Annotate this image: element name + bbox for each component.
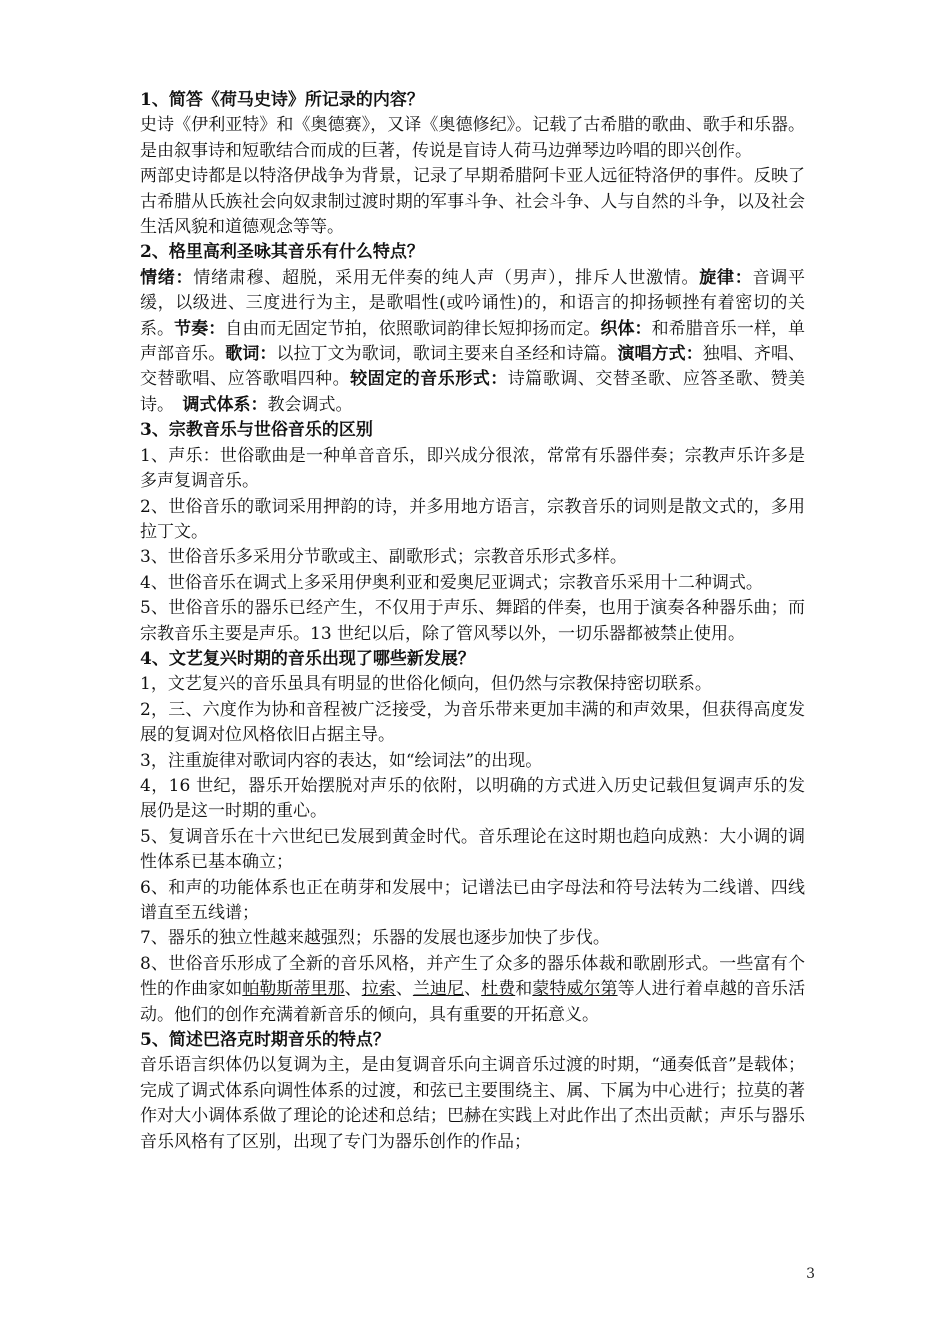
list-item: 5、复调音乐在十六世纪已发展到黄金时代。音乐理论在这时期也趋向成熟：大小调的调性体系已基本确立；: [140, 826, 805, 873]
composer-link[interactable]: 帕勒斯蒂里那: [242, 979, 345, 1000]
section-heading-5: 5、简述巴洛克时期音乐的特点？: [140, 1030, 390, 1051]
list-item: 6、和声的功能体系也正在萌芽和发展中；记谱法已由字母法和符号法转为二线谱、四线谱直至五线谱；: [140, 877, 805, 923]
section-heading-2: 2、格里高利圣咏其音乐有什么特点？: [140, 242, 424, 263]
list-item: 2，三、六度作为协和音程被广泛接受，为音乐带来更加丰满的和声效果，但获得高度发展的复调对位风格依旧占据主导。: [140, 699, 805, 746]
list-item: 5、世俗音乐的器乐已经产生，不仅用于声乐、舞蹈的伴奏，也用于演奏各种器乐曲；而宗教音乐主要是声乐。13 世纪以后，除了管风琴以外，一切乐器都被禁止使用。: [140, 598, 805, 644]
feature-label: 较固定的音乐形式：: [350, 369, 508, 390]
composer-link[interactable]: 兰迪尼: [412, 979, 465, 1000]
feature-label: 演唱方式：: [617, 344, 703, 365]
separator: 、: [344, 979, 362, 1000]
composer-link[interactable]: 杜费: [481, 979, 516, 1000]
list-item: 1、声乐：世俗歌曲是一种单音音乐，即兴成分很浓，常常有乐器伴奏；宗教声乐许多是多声复调音乐。: [140, 445, 805, 492]
feature-text: 音调平缓，以级进、三度进行为主，是歌唱性(或吟诵性)的，和语言的抑扬顿挫有着密切的关系。: [140, 267, 806, 339]
section-heading-3: 3、宗教音乐与世俗音乐的区别: [140, 420, 373, 441]
list-item: 7、器乐的独立性越来越强烈；乐器的发展也逐步加快了步伐。: [140, 928, 610, 949]
page-number: 3: [806, 1266, 815, 1282]
feature-label: 情绪：: [140, 267, 194, 288]
paragraph: 两部史诗都是以特洛伊战争为背景，记录了早期希腊阿卡亚人远征特洛伊的事件。反映了古希腊从氏族社会向奴隶制过渡时期的军事斗争、社会斗争、人与自然的斗争，以及社会生活风貌和道德观念等等。: [140, 166, 805, 238]
list-item: 3、世俗音乐多采用分节歌或主、副歌形式；宗教音乐形式多样。: [140, 547, 627, 568]
separator: 和: [515, 979, 533, 1000]
feature-label: 旋律：: [699, 267, 753, 288]
list-item: 2、世俗音乐的歌词采用押韵的诗，并多用地方语言，宗教音乐的词则是散文式的，多用拉丁文。: [140, 496, 805, 542]
list-item: 3，注重旋律对歌词内容的表达，如“绘词法”的出现。: [140, 750, 543, 771]
feature-text: 独唱、齐唱、交替歌唱、应答歌唱四种。: [140, 344, 806, 390]
page-content: [140, 88, 805, 1155]
text-run: 等人进行着卓越的音乐活动。他们的创作充满着新音乐的倾向，具有重要的开拓意义。: [140, 979, 806, 1025]
feature-label: 织体：: [600, 318, 652, 339]
list-item: [140, 952, 805, 1028]
text-run: 8、世俗音乐形成了全新的音乐风格，并产生了众多的器乐体裁和歌剧形式。一些富有个性的作曲家如: [140, 953, 805, 1000]
composer-link[interactable]: 拉索: [361, 979, 396, 1000]
feature-text: 自由而无固定节拍，依照歌词韵律长短抑扬而定。: [225, 318, 601, 339]
features-paragraph: [140, 266, 805, 418]
feature-text: 诗篇歌调、交替圣歌、应答圣歌、赞美诗。: [140, 369, 806, 415]
list-item: 4、世俗音乐在调式上多采用伊奥利亚和爱奥尼亚调式；宗教音乐采用十二种调式。: [140, 572, 763, 593]
paragraph: 音乐语言织体仍以复调为主，是由复调音乐向主调音乐过渡的时期，“通奏低音”是载体；完成了调式体系向调性体系的过渡，和弦已主要围绕主、属、下属为中心进行；拉莫的著作对大小调体系做了理论的论述和总结；巴赫在实践上对此作出了杰出贡献；声乐与器乐音乐风格有了区别，出现了专门为器乐创作的作品；: [140, 1055, 805, 1152]
separator: 、: [395, 979, 413, 1000]
list-item: 4，16 世纪，器乐开始摆脱对声乐的依附，以明确的方式进入历史记载但复调声乐的发展仍是这一时期的重心。: [140, 775, 805, 822]
feature-text: 以拉丁文为歌词，歌词主要来自圣经和诗篇。: [276, 344, 618, 365]
feature-text: 情绪肃穆、超脱，采用无伴奏的纯人声（男声），排斥人世激情。: [193, 267, 700, 288]
composer-link[interactable]: 蒙特威尔第: [532, 979, 618, 1000]
paragraph: 史诗《伊利亚特》和《奥德赛》，又译《奥德修纪》。记载了古希腊的歌曲、歌手和乐器。是由叙事诗和短歌结合而成的巨著，传说是盲诗人荷马边弹琴边吟唱的即兴创作。: [140, 115, 805, 161]
list-item: 1，文艺复兴的音乐虽具有明显的世俗化倾向，但仍然与宗教保持密切联系。: [140, 674, 712, 695]
section-heading-4: 4、文艺复兴时期的音乐出现了哪些新发展？: [140, 648, 475, 669]
separator: 、: [464, 979, 482, 1000]
feature-text: 教会调式。: [267, 394, 353, 415]
feature-label: 调式体系：: [182, 394, 268, 415]
feature-label: 节奏：: [174, 318, 226, 339]
feature-label: 歌词：: [225, 344, 277, 365]
feature-text: 和希腊音乐一样，单声部音乐。: [140, 318, 806, 365]
section-heading-1: 1、简答《荷马史诗》所记录的内容？: [140, 90, 424, 110]
